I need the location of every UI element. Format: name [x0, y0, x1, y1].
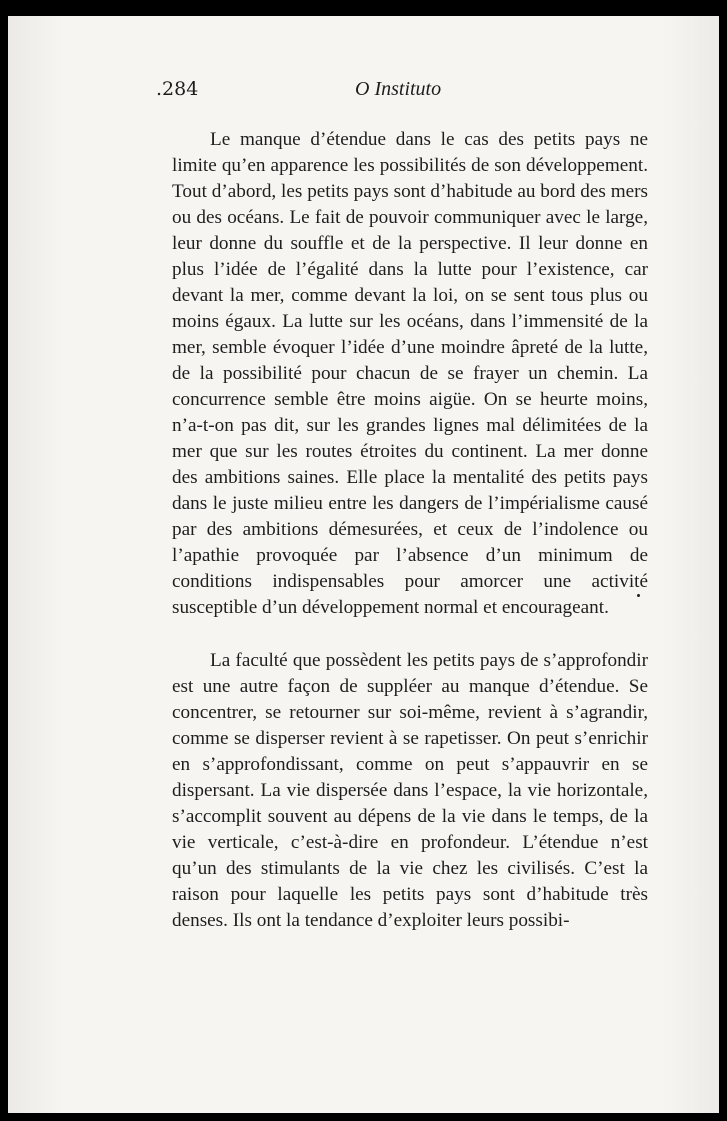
ink-speck — [637, 594, 640, 597]
book-page — [8, 16, 719, 1113]
body-text — [172, 127, 648, 934]
paragraph-2: La faculté que possèdent les petits pays de s’approfondir est une autre façon de suppléer au manque d’étendue. Se concentrer, se retourner sur soi-même, revient à s’agrandir, comme se disperser revient à se rapetisser. On peut s’enrichir en s’approfondissant, comme on peut s’appauvrir en se dispersant. La vie dispersée dans l’espace, la vie horizontale, s’accomplit souvent au dépens de la vie dans le temps, de la vie verticale, c’est-à-dire en profondeur. L’étendue n’est qu’un des stimulants de la vie chez les civilisés. C’est la raison pour laquelle les petits pays sont d’habitude très denses. Ils ont la tendance d’exploiter leurs possibi- — [172, 650, 648, 931]
page-header — [8, 78, 719, 118]
running-title: O Instituto — [355, 78, 442, 100]
paragraph-1: Le manque d’étendue dans le cas des petits pays ne limite qu’en apparence les possibilités de son développement. Tout d’abord, les petits pays sont d’habitude au bord des mers ou des océans. Le fait de pouvoir communiquer avec le large, leur donne du souffle et de la perspective. Il leur donne en plus l’idée de l’égalité dans la lutte pour l’existence, car devant la mer, comme devant la loi, on se sent tous plus ou moins égaux. La lutte sur les océans, dans l’immensité de la mer, semble évoquer l’idée d’une moindre âpreté de la lutte, de la possibilité pour chacun de se frayer un chemin. La concurrence semble être moins aigüe. On se heurte moins, n’a-t-on pas dit, sur les grandes lignes mal délimitées de la mer que sur les routes étroites du continent. La mer donne des ambitions saines. Elle place la mentalité des petits pays dans le juste milieu entre les dangers de l’impérialisme causé par des ambitions démesurées, et ceux de l’indolence ou l’apathie provoquée par l’absence d’un minimum de conditions indispensables pour amorcer une activité susceptible d’un développement normal et encourageant. — [172, 129, 648, 618]
page-number: .284 — [156, 78, 199, 100]
